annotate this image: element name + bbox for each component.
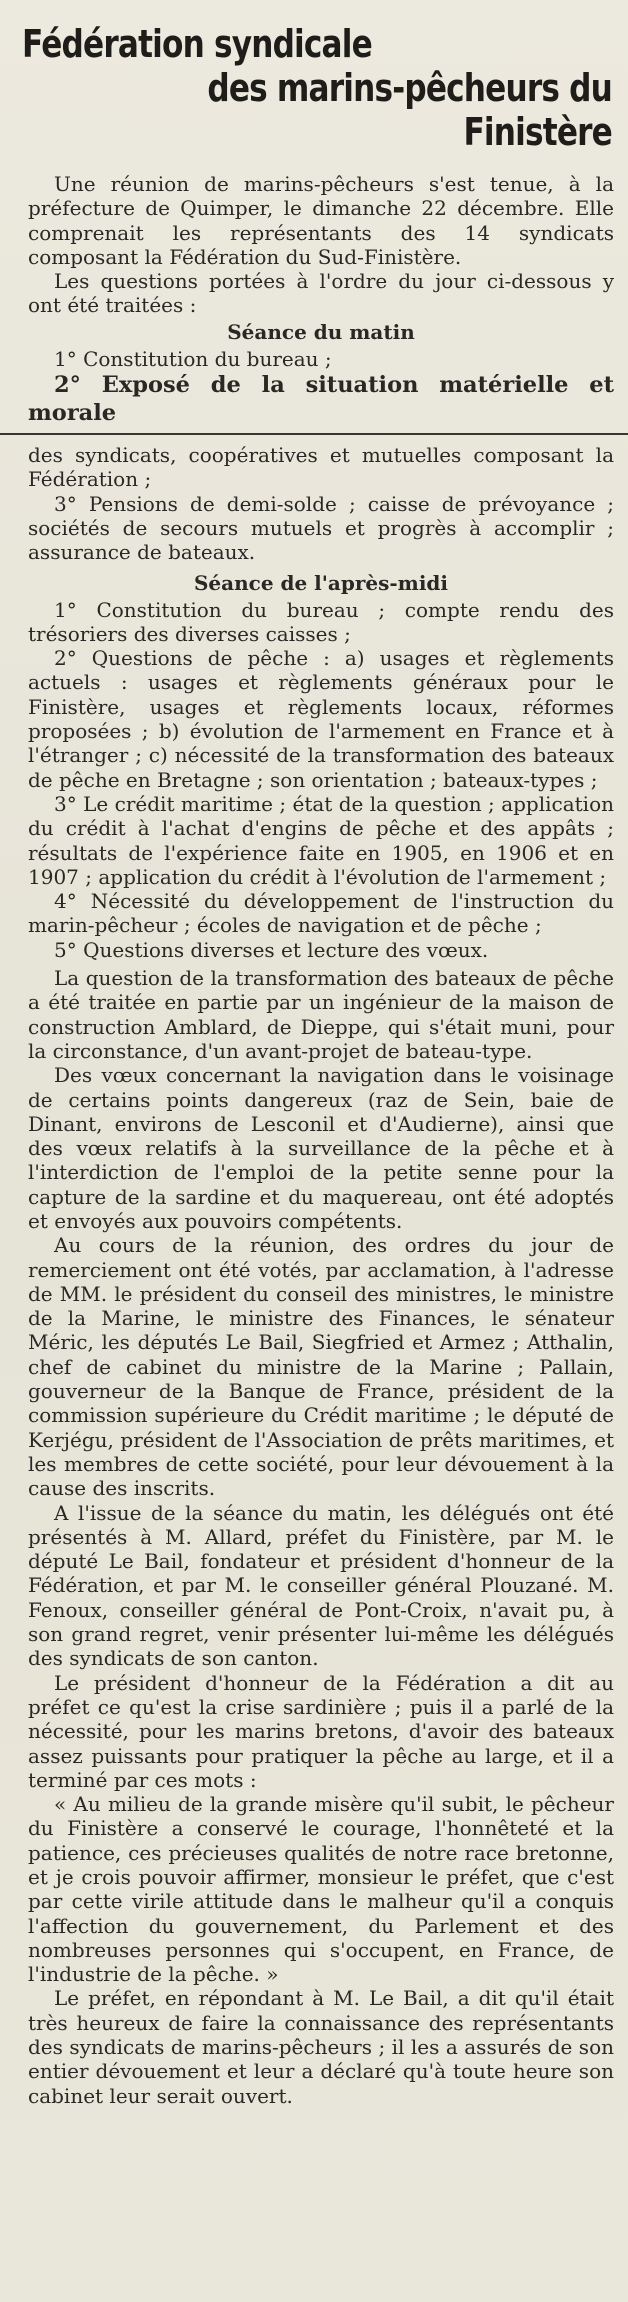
morning-item-2-cont: des syndicats, coopératives et mutuelles composant la Fédération ;	[28, 443, 614, 492]
intro-paragraph: Une réunion de marins-pêcheurs s'est tenue, à la préfecture de Quimper, le dimanche 22 décembre. Elle comprenait les représentants des 14 syndicats composant la Fédération du Sud-Finistère.	[28, 172, 614, 269]
intro-section	[28, 154, 614, 318]
body-quote: « Au milieu de la grande misère qu'il subit, le pêcheur du Finistère a conservé le courage, l'honnêteté et la patience, ces précieuses qualités de notre race bretonne, et je crois pouvoir affirmer, monsieur le préfet, que c'est par cette virile attitude dans le malheur qu'il a conquis l'affection du gouvernement, du Parlement et des nombreuses personnes qui s'occupent, en France, de l'industrie de la pêche. »	[28, 1792, 614, 1987]
body-paragraph-3: Au cours de la réunion, des ordres du jour de remerciement ont été votés, par acclamation, à l'adresse de MM. le président du conseil des ministres, le ministre de la Marine, le ministre des Finances, le sénateur Méric, les députés Le Bail, Siegfried et Armez ; Atthalin, chef de cabinet du ministre de la Marine ; Pallain, gouverneur de la Banque de France, président de la commission supérieure du Crédit maritime ; le député de Kerjégu, président de l'Association de prêts maritimes, et les membres de cette société, pour leur dévouement à la cause des inscrits.	[28, 1233, 614, 1501]
headline-line-1: Fédération syndicale	[22, 22, 372, 66]
body-paragraph-4: A l'issue de la séance du matin, les délégués ont été présentés à M. Allard, préfet du Finistère, par M. le député Le Bail, fondateur et président d'honneur de la Fédération, et par M. le conseiller général Plouzané. M. Fenoux, conseiller général de Pont-Croix, n'avait pu, à son grand regret, venir présenter lui-même les délégués des syndicats de son canton.	[28, 1500, 614, 1671]
body-paragraph-2: Des vœux concernant la navigation dans le voisinage de certains points dangereux (raz de Sein, baie de Dinant, environs de Lesconil et d'Audierne), ainsi que des vœux relatifs à la surveillance de la pêche et à l'interdiction de l'emploi de la petite senne pour la capture de la sardine et du maquereau, ont été adoptés et envoyés aux pouvoirs compétents.	[28, 1063, 614, 1233]
afternoon-item-3: 3° Le crédit maritime ; état de la question ; application du crédit à l'achat d'engins de pêche et des appâts ; résultats de l'expérience faite en 1905, en 1906 et en 1907 ; application du crédit à l'évolution de l'armement ;	[28, 791, 614, 889]
morning-item-1: 1° Constitution du bureau ;	[54, 346, 332, 371]
body-paragraph-6: Le préfet, en répondant à M. Le Bail, a dit qu'il était très heureux de faire la connaissance des représentants des syndicats de marins-pêcheurs ; il les a assurés de son entier dévouement et leur a déclaré qu'à toute heure son cabinet leur serait ouvert.	[28, 1986, 614, 2108]
afternoon-item-4: 4° Nécessité du développement de l'instruction du marin-pêcheur ; écoles de navigation et de pêche ;	[28, 889, 614, 938]
column-divider	[0, 433, 628, 435]
afternoon-item-2: 2° Questions de pêche : a) usages et règlements actuels : usages et règlements généraux pour le Finistère, usages et règlements locaux, réformes proposées ; b) évolution de l'armement en France et à l'étranger ; c) nécessité de la transformation des bateaux de pêche en Bretagne ; son orientation ; bateaux-types ;	[28, 646, 614, 792]
afternoon-item-1: 1° Constitution du bureau ; compte rendu des trésoriers des diverses caisses ;	[28, 597, 614, 646]
afternoon-session-heading: Séance de l'après-midi	[193, 570, 449, 595]
morning-session-heading: Séance du matin	[227, 319, 415, 344]
morning-item-2: 2° Exposé de la situation matérielle et morale	[28, 372, 614, 427]
morning-item-3: 3° Pensions de demi-solde ; caisse de prévoyance ; sociétés de secours mutuels et progrès à accomplir ; assurance de bateaux.	[28, 491, 614, 565]
intro-agenda-line: Les questions portées à l'ordre du jour ci-dessous y ont été traitées :	[28, 269, 614, 318]
afternoon-item-5: 5° Questions diverses et lecture des vœux.	[54, 937, 489, 962]
headline-line-2: des marins-pêcheurs du Finistère	[207, 66, 612, 154]
body-paragraph-1: La question de la transformation des bateaux de pêche a été traitée en partie par un ingénieur de la maison de construction Amblard, de Dieppe, qui s'était muni, pour la circonstance, d'un avant-projet de bateau-type.	[28, 966, 614, 1063]
body-paragraph-5: Le président d'honneur de la Fédération a dit au préfet ce qu'est la crise sardinière ; puis il a parlé de la nécessité, pour les marins bretons, d'avoir des bateaux assez puissants pour pratiquer la pêche au large, et il a terminé par ces mots :	[28, 1670, 614, 1792]
